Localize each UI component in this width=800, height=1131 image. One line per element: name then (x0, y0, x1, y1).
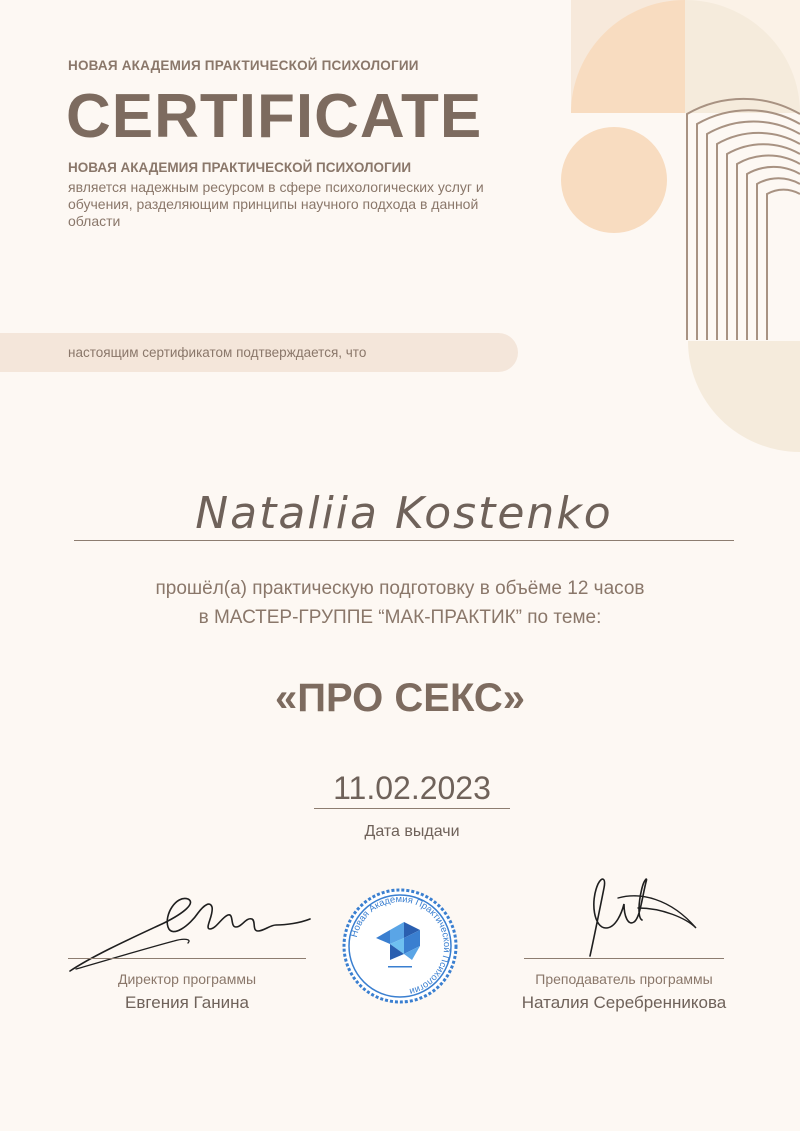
recipient-name: Nataliia Kostenko (195, 488, 613, 539)
signature-left-name: Евгения Ганина (125, 993, 249, 1012)
signature-left-role: Директор программы (117, 971, 257, 987)
certificate-title: CERTIFICATE (66, 82, 483, 151)
signature-left (64, 885, 314, 975)
recipient-underline (74, 540, 734, 541)
academy-seal (340, 886, 460, 1006)
seal-text: Новая Академия Практической Психологии (347, 892, 454, 998)
signature-line-left (68, 958, 306, 959)
deco-arcs (687, 99, 800, 340)
signature-right (520, 868, 710, 963)
course-description-line1: прошёл(а) практическую подготовку в объёме 12 часов (155, 578, 645, 599)
course-description-line2: в МАСТЕР-ГРУППЕ “МАК-ПРАКТИК” по теме: (198, 607, 602, 628)
signature-line-right (524, 958, 724, 959)
issue-date-label: Дата выдачи (364, 823, 460, 840)
organization-name-repeat: НОВАЯ АКАДЕМИЯ ПРАКТИЧЕСКОЙ ПСИХОЛОГИИ (68, 160, 412, 175)
issue-date: 11.02.2023 (333, 770, 491, 806)
confirmation-text: настоящим сертификатом подтверждается, что (68, 345, 367, 360)
course-topic: «ПРО СЕКС» (275, 676, 525, 720)
issue-date-underline (314, 808, 510, 809)
signature-right-role: Преподаватель программы (535, 971, 713, 987)
organization-name: НОВАЯ АКАДЕМИЯ ПРАКТИЧЕСКОЙ ПСИХОЛОГИИ (68, 58, 419, 73)
deco-circle (561, 127, 667, 233)
signature-right-name: Наталия Серебренникова (521, 993, 727, 1012)
deco-bottom-quarter (688, 341, 800, 452)
organization-description: является надежным ресурсом в сфере психологических услуг и обучения, разделяющим принципы научного подхода в данной области (68, 179, 484, 229)
